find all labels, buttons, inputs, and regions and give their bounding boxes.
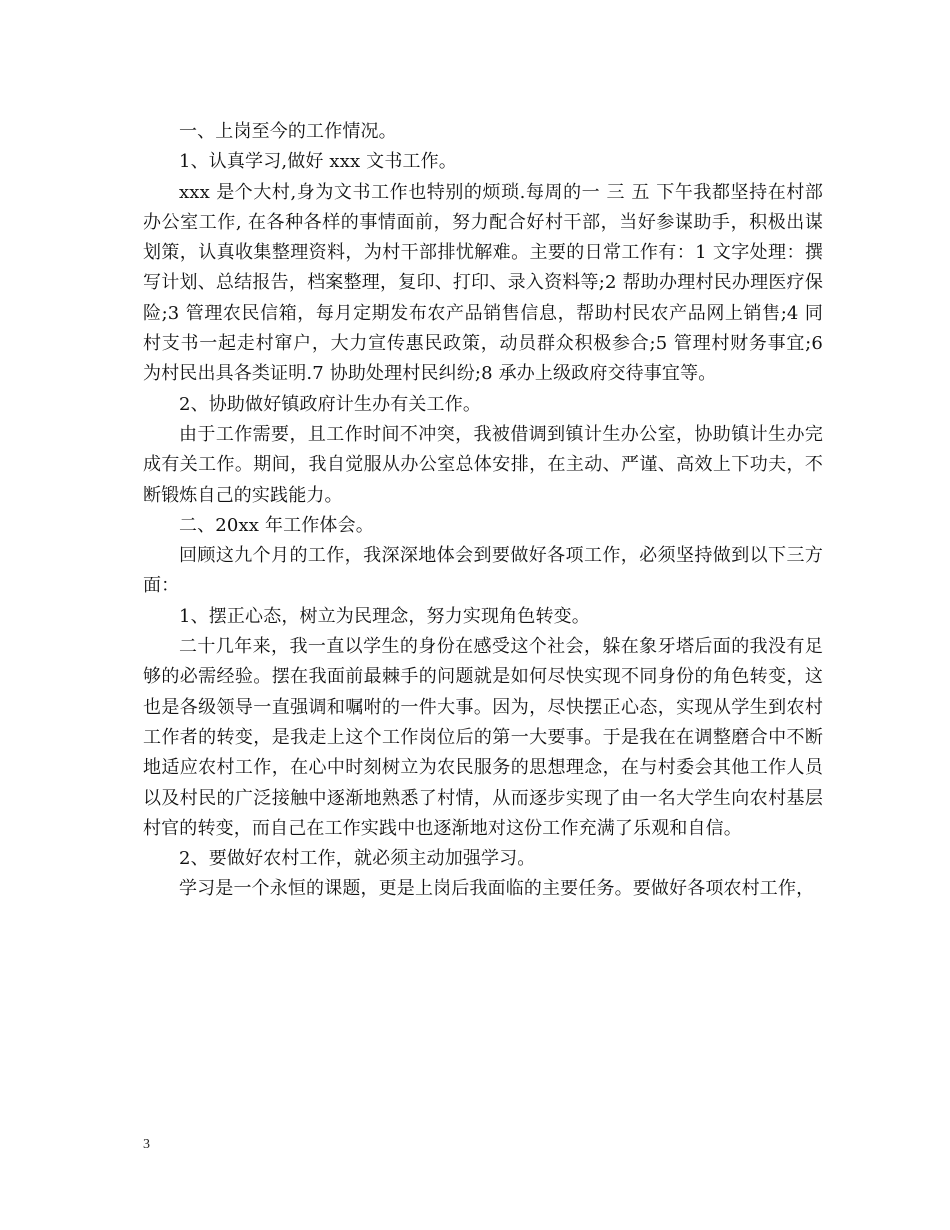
subheading-2-1: 1、摆正心态，树立为民理念，努力实现角色转变。 [179, 605, 590, 627]
document-body [143, 117, 823, 905]
body-paragraph: 学习是一个永恒的课题，更是上岗后我面临的主要任务。要做好各项农村工作， [179, 878, 815, 900]
subheading-1-1: 1、认真学习,做好 xxx 文书工作。 [179, 151, 457, 173]
subheading-1-2: 2、协助做好镇政府计生办有关工作。 [179, 393, 482, 415]
body-paragraph: xxx 是个大村,身为文书工作也特别的烦琐.每周的一 三 五 下午我都坚持在村部办公室工作, 在各种各样的事情面前，努力配合好村干部，当好参谋助手，积极出谋划策，认真收集整理资料，为村干部排忧解难。主要的日常工作有：1 文字处理：撰写计划、总结报告，档案整理，复印、打印、录入资料等;2 帮助办理村民办理医疗保险;3 管理农民信箱，每月定期发布农产品销售信息，帮助村民农产品网上销售;4 同村支书一起走村窜户，大力宣传惠民政策，动员群众积极参合;5 管理村财务事宜;6 为村民出具各类证明.7 协助处理村民纠纷;8 承办上级政府交待事宜等。 [143, 181, 823, 385]
section-heading-1: 一、上岗至今的工作情况。 [179, 121, 397, 142]
body-paragraph: 由于工作需要，且工作时间不冲突，我被借调到镇计生办公室，协助镇计生办完成有关工作。期间，我自觉服从办公室总体安排，在主动、严谨、高效上下功夫，不断锻炼自己的实践能力。 [143, 423, 823, 506]
body-paragraph: 回顾这九个月的工作，我深深地体会到要做好各项工作，必须坚持做到以下三方面： [143, 545, 823, 597]
subheading-2-2: 2、要做好农村工作，就必须主动加强学习。 [179, 848, 536, 870]
section-heading-2: 二、20xx 年工作体会。 [179, 514, 374, 536]
body-paragraph: 二十几年来，我一直以学生的身份在感受这个社会，躲在象牙塔后面的我没有足够的必需经验。摆在我面前最棘手的问题就是如何尽快实现不同身份的角色转变，这也是各级领导一直强调和嘱咐的一件大事。因为，尽快摆正心态，实现从学生到农村工作者的转变，是我走上这个工作岗位后的第一大要事。于是我在在调整磨合中不断地适应农村工作，在心中时刻树立为农民服务的思想理念，在与村委会其他工作人员以及村民的广泛接触中逐渐地熟悉了村情，从而逐步实现了由一名大学生向农村基层村官的转变，而自己在工作实践中也逐渐地对这份工作充满了乐观和自信。 [143, 636, 823, 839]
page-number: 3 [143, 1137, 150, 1152]
